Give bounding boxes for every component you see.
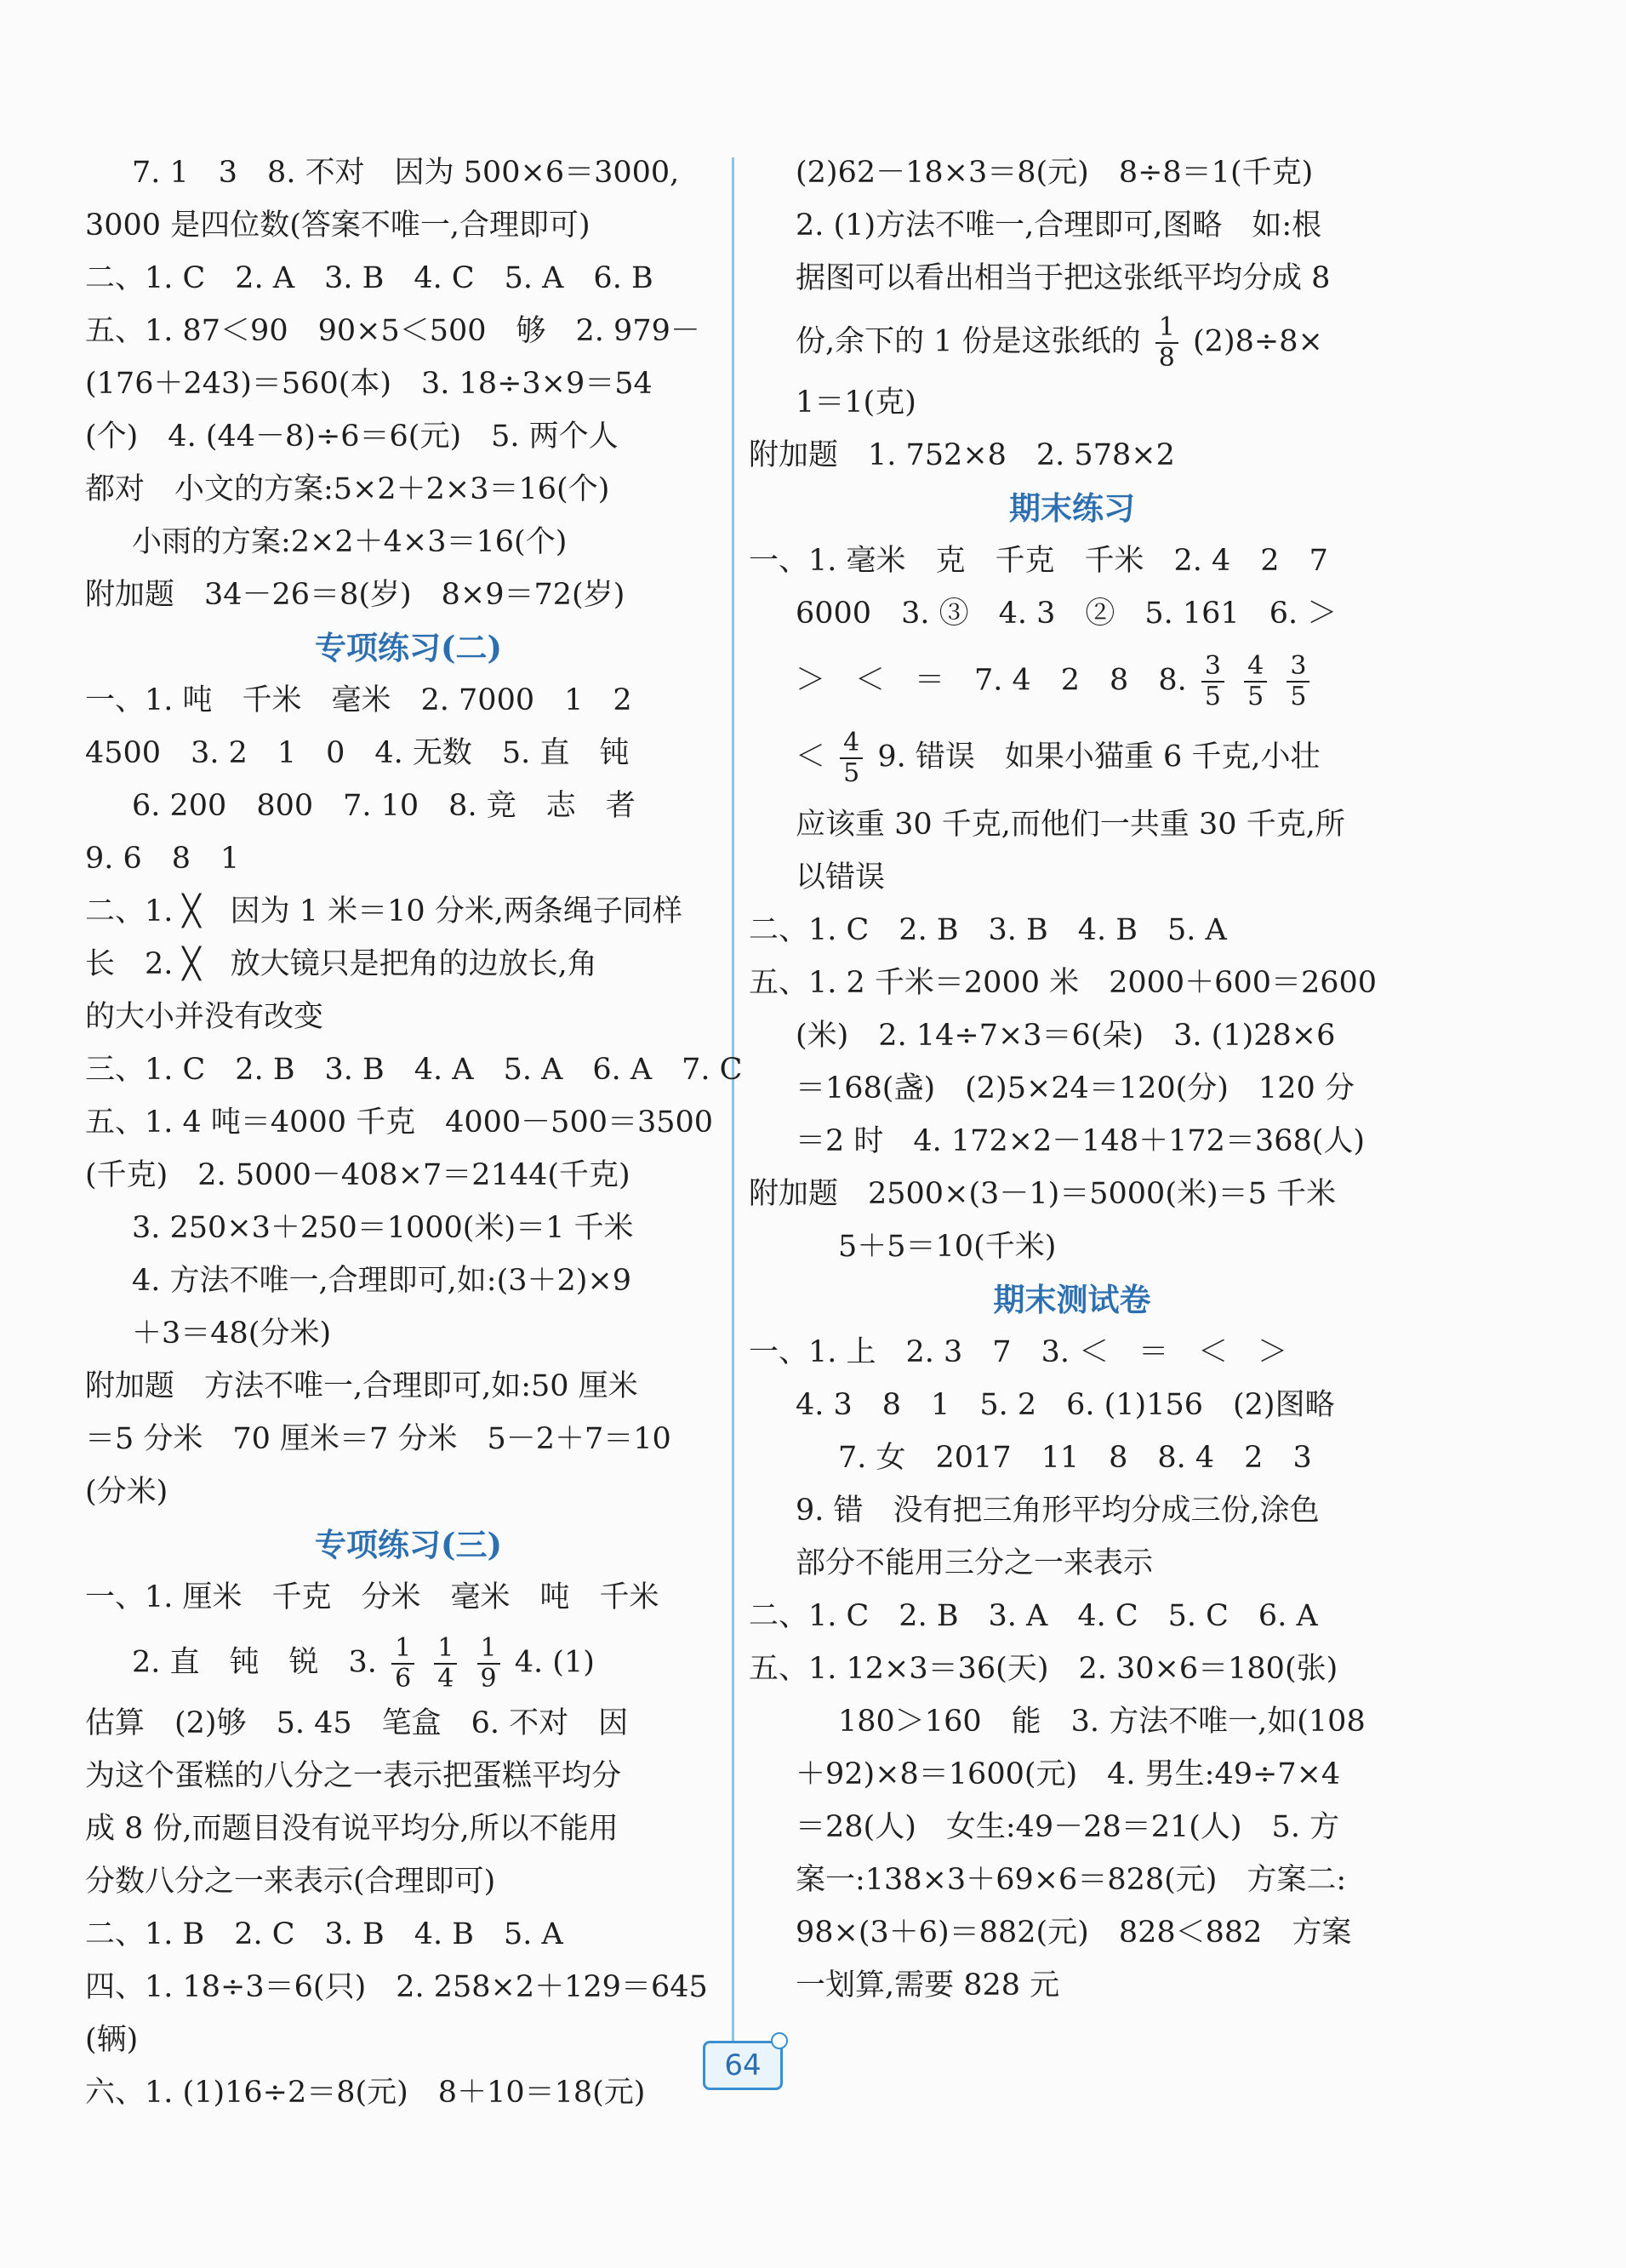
text-line-with-fraction [749,728,1321,788]
text-line: 二、1. C 2. A 3. B 4. C 5. A 6. B [85,261,653,295]
text-line: ＝2 时 4. 172×2－148＋172＝368(人) [796,1124,1366,1158]
text-line: 二、1. ╳ 因为 1 米＝10 分米,两条绳子同样 [85,894,682,928]
text-line: 二、1. C 2. B 3. B 4. B 5. A [749,913,1227,947]
text-line: 二、1. B 2. C 3. B 4. B 5. A [85,1917,563,1951]
text-line-with-fractions [749,652,1315,711]
text-line: (2)62－18×3＝8(元) 8÷8＝1(千克) [796,156,1314,190]
text-line: 都对 小文的方案:5×2＋2×3＝16(个) [85,472,610,506]
text-line: 案一:138×3＋69×6＝828(元) 方案二: [796,1863,1347,1897]
page-number: 64 [703,2041,783,2090]
text-line: (176＋243)＝560(本) 3. 18÷3×9＝54 [85,367,653,401]
text-line: 4. 方法不唯一,合理即可,如:(3＋2)×9 [132,1264,632,1298]
fraction [1155,313,1178,373]
text-line: 估算 (2)够 5. 45 笔盒 6. 不对 因 [85,1706,629,1740]
text-line: (米) 2. 14÷7×3＝6(朵) 3. (1)28×6 [796,1019,1336,1053]
section-title: 期末练习 [1009,489,1135,527]
text-line: 分数八分之一来表示(合理即可) [85,1865,496,1899]
numerator: 1 [477,1634,500,1665]
text-segment: 2. 直 钝 锐 3. [132,1645,377,1680]
fraction [1287,652,1309,711]
fraction [477,1634,500,1694]
text-line: ＋92)×8＝1600(元) 4. 男生:49÷7×4 [796,1757,1341,1791]
text-line: 五、1. 87＜90 90×5＜500 够 2. 979－ [85,314,700,348]
text-line: 四、1. 18÷3＝6(只) 2. 258×2＋129＝645 [85,1970,708,2004]
numerator: 3 [1201,652,1224,683]
text-line: 附加题 1. 752×8 2. 578×2 [749,438,1175,472]
denominator: 5 [1204,682,1221,711]
text-line: 五、1. 12×3＝36(天) 2. 30×6＝180(张) [749,1652,1338,1686]
text-line: ＝5 分米 70 厘米＝7 分米 5－2＋7＝10 [85,1422,671,1456]
text-line: 一、1. 毫米 克 千克 千米 2. 4 2 7 [749,544,1328,578]
text-line: 7. 女 2017 11 8 8. 4 2 3 [838,1441,1312,1475]
text-line: ＝168(盏) (2)5×24＝120(分) 120 分 [796,1071,1355,1105]
numerator: 4 [1244,652,1267,683]
text-line: ＋3＝48(分米) [132,1317,332,1351]
text-line: 二、1. C 2. B 3. A 4. C 5. C 6. A [749,1599,1318,1633]
text-line: 长 2. ╳ 放大镜只是把角的边放长,角 [85,947,597,981]
text-line: 3. 250×3＋250＝1000(米)＝1 千米 [132,1211,634,1245]
numerator: 3 [1287,652,1309,683]
denominator: 5 [1247,682,1264,711]
numerator: 1 [1155,313,1178,344]
text-line-with-fraction [749,313,1323,373]
fraction [434,1634,457,1694]
text-line: 据图可以看出相当于把这张纸平均分成 8 [796,261,1331,295]
fraction [840,728,863,788]
text-line: ＝28(人) 女生:49－28＝21(人) 5. 方 [796,1810,1340,1844]
text-line: 六、1. (1)16÷2＝8(元) 8＋10＝18(元) [85,2076,646,2110]
text-segment: (2)8÷8× [1193,324,1323,359]
text-line: 4500 3. 2 1 0 4. 无数 5. 直 钝 [85,736,630,770]
text-line: 小雨的方案:2×2＋4×3＝16(个) [132,525,568,559]
text-line: 7. 1 3 8. 不对 因为 500×6＝3000, [132,156,680,190]
column-divider [732,157,734,2089]
numerator: 1 [434,1634,457,1665]
numerator: 4 [840,728,863,759]
text-segment: ＜ [796,740,826,774]
text-line-with-fractions [85,1634,595,1694]
text-line: 一、1. 厘米 千克 分米 毫米 吨 千米 [85,1580,659,1614]
text-line: 4. 3 8 1 5. 2 6. (1)156 (2)图略 [796,1388,1335,1422]
denominator: 5 [843,758,860,788]
text-line: (辆) [85,2023,139,2057]
denominator: 8 [1158,343,1175,373]
denominator: 5 [1290,682,1307,711]
text-line: 180＞160 能 3. 方法不唯一,如(108 [838,1705,1366,1739]
text-line: 2. (1)方法不唯一,合理即可,图略 如:根 [796,209,1322,243]
text-segment: 9. 错误 如果小猫重 6 千克,小壮 [877,740,1321,774]
text-line: (个) 4. (44－8)÷6＝6(元) 5. 两个人 [85,420,619,454]
text-line: 3000 是四位数(答案不唯一,合理即可) [85,209,590,243]
text-line: 一划算,需要 828 元 [796,1968,1060,2002]
text-segment: 份,余下的 1 份是这张纸的 [796,324,1141,359]
denominator: 6 [395,1664,412,1694]
text-line: 成 8 份,而题目没有说平均分,所以不能用 [85,1812,619,1846]
text-line: 附加题 34－26＝8(岁) 8×9＝72(岁) [85,578,625,612]
text-line: 5＋5＝10(千米) [838,1230,1057,1264]
text-line: 附加题 2500×(3－1)＝5000(米)＝5 千米 [749,1177,1337,1211]
fraction [391,1634,414,1694]
text-line: 应该重 30 千克,而他们一共重 30 千克,所 [796,808,1345,842]
text-line: 为这个蛋糕的八分之一表示把蛋糕平均分 [85,1759,622,1793]
text-line: 部分不能用三分之一来表示 [796,1546,1154,1580]
numerator: 1 [391,1634,414,1665]
text-line: 的大小并没有改变 [85,1000,324,1034]
text-line: 附加题 方法不唯一,合理即可,如:50 厘米 [85,1369,638,1403]
text-line: 98×(3＋6)＝882(元) 828＜882 方案 [796,1916,1352,1950]
text-line: (千克) 2. 5000－408×7＝2144(千克) [85,1158,630,1192]
text-line: 6000 3. ③ 4. 3 ② 5. 161 6. ＞ [796,597,1338,631]
denominator: 4 [437,1664,454,1694]
fraction [1244,652,1267,711]
text-line: 以错误 [796,860,886,894]
section-title: 专项练习(二) [314,629,502,666]
text-line: (分米) [85,1475,168,1509]
denominator: 9 [480,1664,497,1694]
section-title: 期末测试卷 [993,1281,1151,1318]
text-line: 9. 6 8 1 [85,842,240,876]
text-line: 一、1. 上 2. 3 7 3. ＜ ＝ ＜ ＞ [749,1335,1288,1369]
text-segment: 4. (1) [514,1645,595,1680]
section-title: 专项练习(三) [314,1526,502,1563]
text-line: 五、1. 2 千米＝2000 米 2000＋600＝2600 [749,966,1378,1000]
fraction [1201,652,1224,711]
apple-icon [771,2032,788,2049]
text-line: 一、1. 吨 千米 毫米 2. 7000 1 2 [85,683,632,717]
text-line: 五、1. 4 吨＝4000 千克 4000－500＝3500 [85,1105,714,1140]
text-line: 三、1. C 2. B 3. B 4. A 5. A 6. A 7. C [85,1053,743,1087]
text-segment: ＞ ＜ ＝ 7. 4 2 8 8. [796,663,1187,698]
text-line: 1＝1(克) [796,386,916,420]
text-line: 6. 200 800 7. 10 8. 竞 志 者 [132,789,636,823]
text-line: 9. 错 没有把三角形平均分成三份,涂色 [796,1494,1320,1528]
